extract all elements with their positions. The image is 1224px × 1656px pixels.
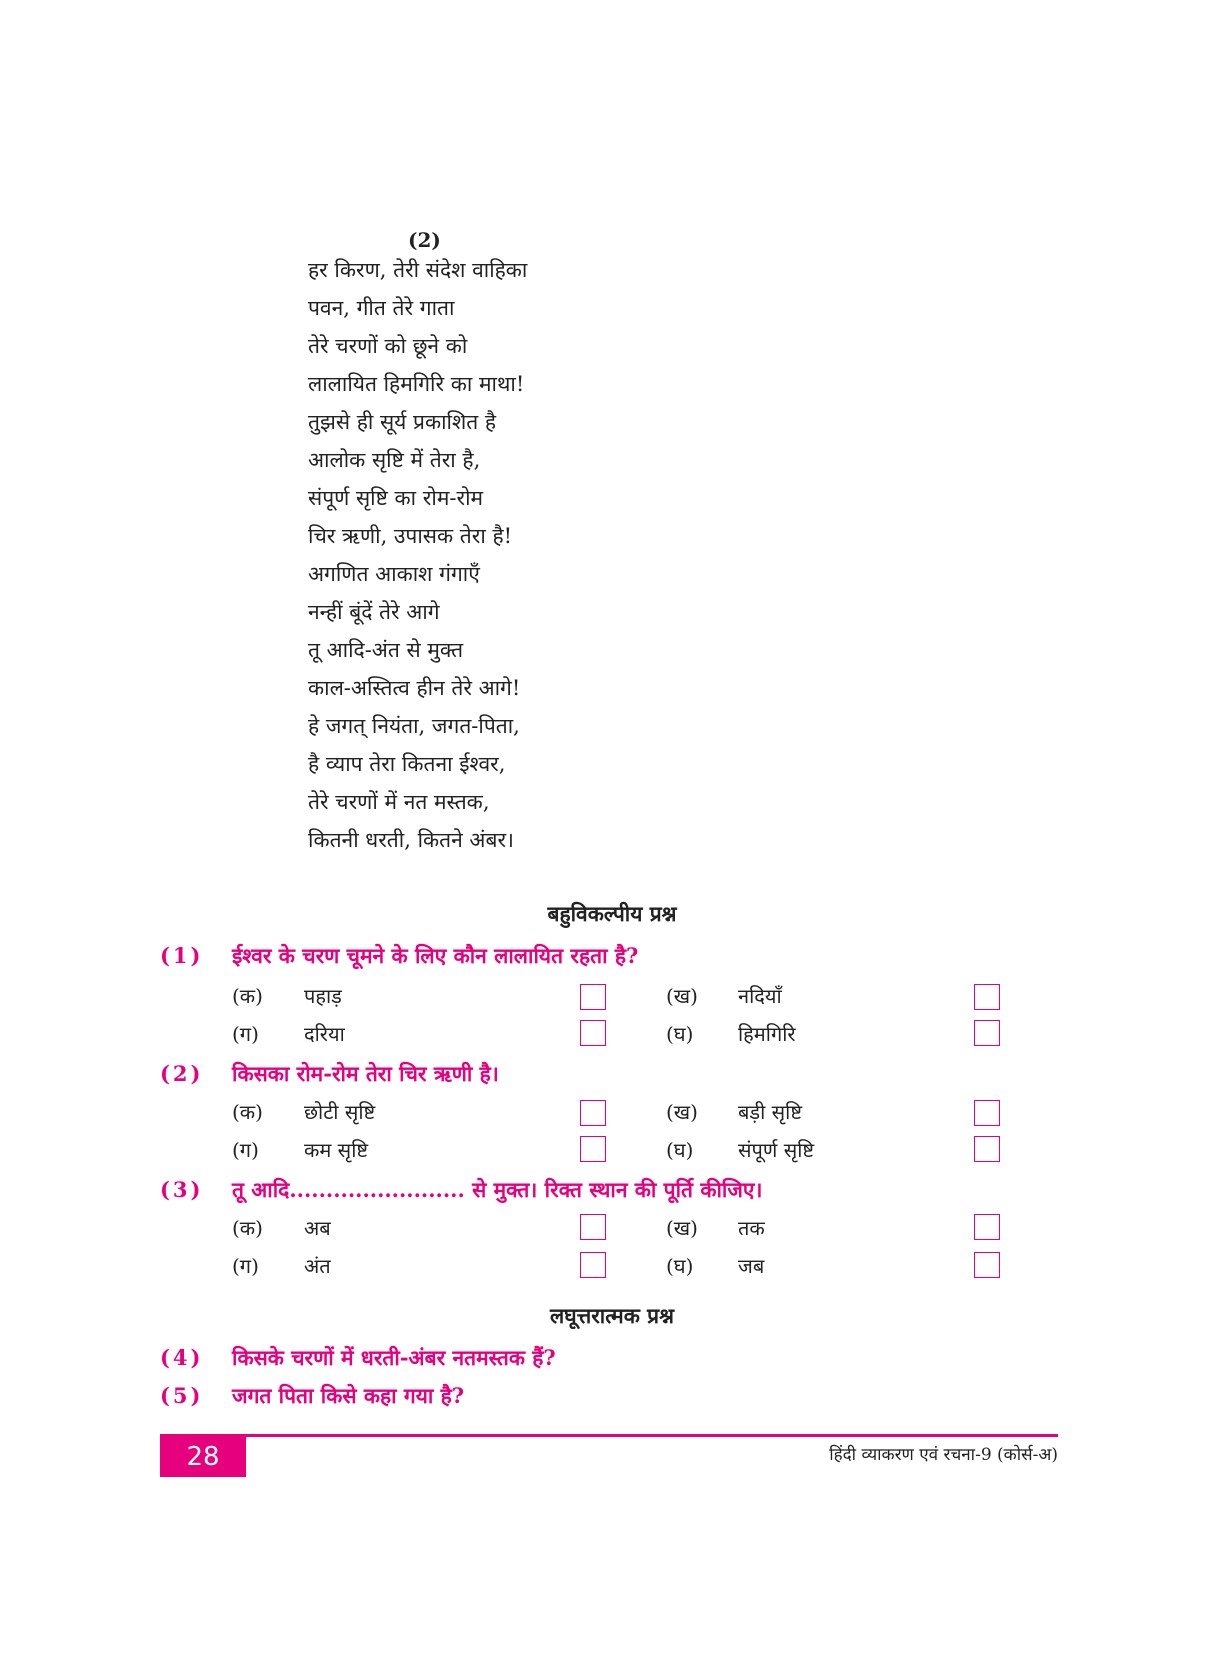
option [232, 1098, 375, 1125]
option-label: (ख) [666, 984, 698, 1008]
option-label: (ग) [232, 1022, 259, 1046]
poem-line: कितनी धरती, कितने अंबर। [308, 828, 515, 852]
option-label: (क) [232, 1216, 263, 1240]
question-text: तू आदि........................ से मुक्त। रिक्त स्थान की पूर्ति कीजिए। [232, 1177, 763, 1202]
question-1 [160, 942, 638, 970]
answer-checkbox[interactable] [580, 1252, 606, 1278]
option [232, 1214, 331, 1241]
question-3 [160, 1176, 763, 1204]
option-text: छोटी सृष्टि [304, 1100, 376, 1124]
option-text: पहाड़ [304, 984, 342, 1008]
option-text: दरिया [304, 1022, 345, 1046]
option-label: (ग) [232, 1254, 259, 1278]
option-text: तक [738, 1216, 765, 1240]
poem-line: आलोक सृष्टि में तेरा है, [308, 448, 481, 472]
question-4 [160, 1344, 556, 1372]
poem-line: तेरे चरणों में नत मस्तक, [308, 790, 490, 814]
question-text: किसका रोम-रोम तेरा चिर ऋणी है। [232, 1061, 499, 1086]
option-text: अंत [304, 1254, 331, 1278]
option-label: (क) [232, 1100, 263, 1124]
poem-line: पवन, गीत तेरे गाता [308, 296, 455, 320]
question-number: (3) [160, 1177, 204, 1202]
option-text: बड़ी सृष्टि [738, 1100, 803, 1124]
option [232, 1020, 345, 1047]
option-label: (घ) [666, 1138, 694, 1162]
poem-line: संपूर्ण सृष्टि का रोम-रोम [308, 486, 484, 510]
option-label: (घ) [666, 1022, 694, 1046]
option-label: (घ) [666, 1254, 694, 1278]
question-number: (5) [160, 1383, 204, 1408]
option-text: अब [304, 1216, 331, 1240]
question-2 [160, 1060, 499, 1088]
answer-checkbox[interactable] [580, 1100, 606, 1126]
answer-checkbox[interactable] [974, 1214, 1000, 1240]
poem-number: (2) [408, 228, 441, 252]
mcq-heading: बहुविकल्पीय प्रश्न [547, 901, 677, 926]
poem-line: तेरे चरणों को छूने को [308, 334, 468, 358]
answer-checkbox[interactable] [974, 1020, 1000, 1046]
option-text: संपूर्ण सृष्टि [738, 1138, 815, 1162]
option-label: (क) [232, 984, 263, 1008]
question-number: (2) [160, 1061, 204, 1086]
option-text: जब [738, 1254, 765, 1278]
poem-line: हे जगत् नियंता, जगत-पिता, [308, 714, 520, 738]
question-text: जगत पिता किसे कहा गया है? [232, 1383, 465, 1408]
option [232, 982, 342, 1009]
book-title: हिंदी व्याकरण एवं रचना-9 (कोर्स-अ) [829, 1445, 1058, 1465]
option-label: (ग) [232, 1138, 259, 1162]
option-text: हिमगिरि [738, 1022, 796, 1046]
option [666, 982, 782, 1009]
answer-checkbox[interactable] [974, 1252, 1000, 1278]
answer-checkbox[interactable] [974, 1136, 1000, 1162]
option [666, 1136, 814, 1163]
poem-line: लालायित हिमगिरि का माथा! [308, 372, 525, 396]
answer-checkbox[interactable] [974, 984, 1000, 1010]
poem-line: तू आदि-अंत से मुक्त [308, 638, 464, 662]
question-5 [160, 1382, 464, 1410]
answer-checkbox[interactable] [974, 1100, 1000, 1126]
poem-line: काल-अस्तित्व हीन तेरे आगे! [308, 676, 521, 700]
answer-checkbox[interactable] [580, 1136, 606, 1162]
option [666, 1214, 765, 1241]
option-label: (ख) [666, 1216, 698, 1240]
short-answer-heading: लघूत्तरात्मक प्रश्न [550, 1303, 674, 1328]
option-text: नदियाँ [738, 984, 782, 1008]
question-text: ईश्वर के चरण चूमने के लिए कौन लालायित रहता है? [232, 943, 639, 968]
poem-line: हर किरण, तेरी संदेश वाहिका [308, 258, 528, 282]
option [232, 1136, 368, 1163]
answer-checkbox[interactable] [580, 1214, 606, 1240]
poem-line: है व्याप तेरा कितना ईश्वर, [308, 752, 506, 776]
option [232, 1252, 331, 1279]
answer-checkbox[interactable] [580, 984, 606, 1010]
poem-line: चिर ऋणी, उपासक तेरा है! [308, 524, 513, 548]
question-text: किसके चरणों में धरती-अंबर नतमस्तक हैं? [232, 1345, 556, 1370]
footer-rule [160, 1434, 1058, 1437]
poem-line: नन्हीं बूंदें तेरे आगे [308, 600, 440, 624]
option [666, 1252, 764, 1279]
option [666, 1098, 802, 1125]
page-number: 28 [160, 1437, 246, 1477]
answer-checkbox[interactable] [580, 1020, 606, 1046]
option [666, 1020, 796, 1047]
option-label: (ख) [666, 1100, 698, 1124]
poem-line: अगणित आकाश गंगाएँ [308, 562, 480, 586]
poem-line: तुझसे ही सूर्य प्रकाशित है [308, 410, 497, 434]
question-number: (4) [160, 1345, 204, 1370]
option-text: कम सृष्टि [304, 1138, 369, 1162]
question-number: (1) [160, 943, 204, 968]
